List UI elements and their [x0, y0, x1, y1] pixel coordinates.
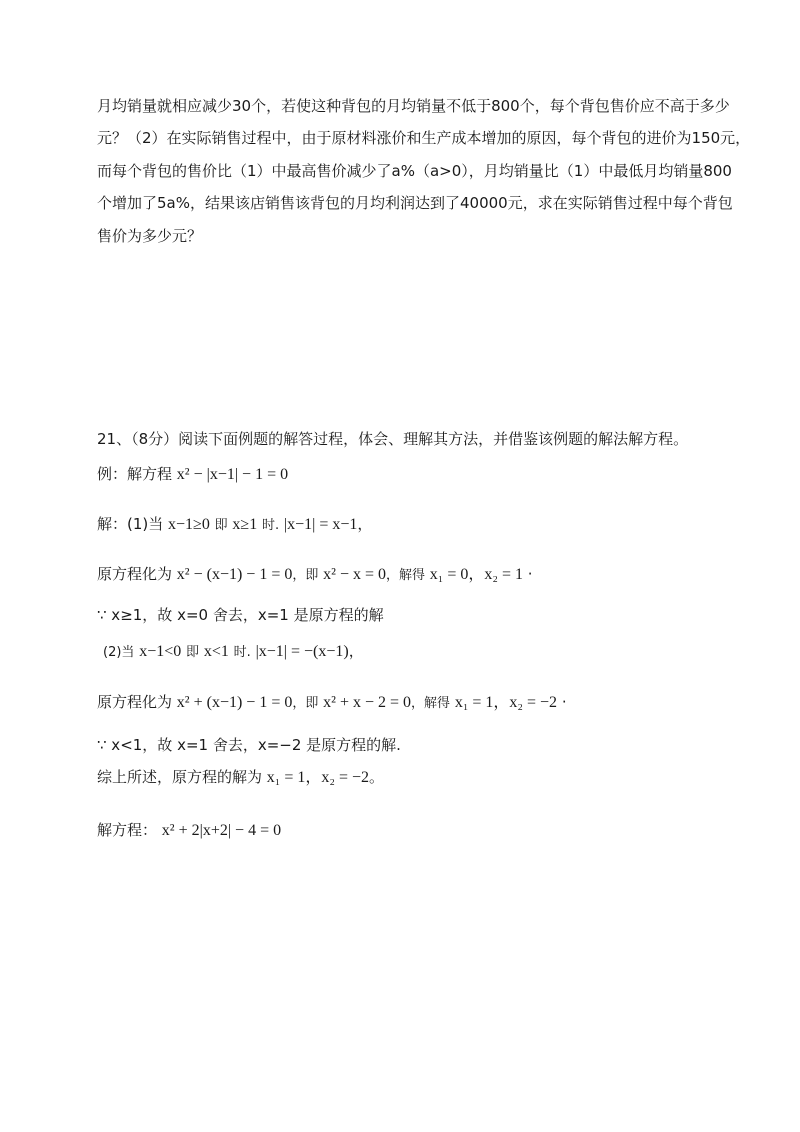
case2-shi: 时. — [233, 645, 251, 660]
case1-ji2: ，即 — [292, 568, 319, 583]
summary-line — [97, 767, 384, 788]
case1-eq1: x² − (x−1) − 1 = 0 — [176, 566, 293, 583]
problem20-line-1: 月均销量就相应减少30个，若使这种背包的月均销量不低于800个，每个背包售价应不高于多少 — [97, 97, 730, 115]
case2-condition — [103, 641, 364, 663]
example-label: 例：解方程 — [97, 465, 173, 483]
case1-cond1: x−1≥0 — [168, 516, 210, 533]
problem20-line-3: 而每个背包的售价比（1）中最高售价减少了a%（a>0），月均销量比（1）中最低月均销量800 — [97, 162, 732, 180]
case2-conclusion: ∵ x<1，故 x=1 舍去，x=−2 是原方程的解. — [97, 736, 401, 754]
summary-end: 。 — [369, 768, 385, 786]
case1-solution: x₁ = 0，x₂ = 1 — [429, 566, 523, 583]
task-equation: x² + 2|x+2| − 4 = 0 — [161, 822, 282, 839]
case2-cond2: x<1 — [203, 643, 229, 660]
case2-eq2: x² + x − 2 = 0 — [323, 694, 412, 711]
example-equation: x² − |x−1| − 1 = 0 — [176, 466, 289, 483]
case2-solution: x₁ = 1，x₂ = −2 — [454, 694, 558, 711]
case2-prefix: (2)当 — [103, 645, 135, 660]
case1-condition — [97, 514, 372, 536]
case1-cond2: x≥1 — [232, 516, 258, 533]
case1-conclusion: ∵ x≥1，故 x=0 舍去，x=1 是原方程的解 — [97, 606, 384, 624]
problem20-line-4: 个增加了5a%，结果该店销售该背包的月均利润达到了40000元，求在实际销售过程中每个背包 — [97, 194, 733, 212]
question21-header: 21、（8分）阅读下面例题的解答过程，体会、理解其方法，并借鉴该例题的解法解方程。 — [97, 430, 689, 448]
case2-abs: |x−1| = −(x−1) — [255, 643, 349, 660]
case2-jiede: ，解得 — [411, 696, 451, 711]
case2-eq1: x² + (x−1) − 1 = 0 — [176, 694, 293, 711]
case1-prefix: 解：(1)当 — [97, 515, 164, 533]
case1-equation — [97, 564, 533, 586]
case1-tail: ， — [357, 515, 373, 533]
case2-cond1: x−1<0 — [139, 643, 182, 660]
task-label: 解方程： — [97, 821, 158, 839]
case1-shi: 时. — [261, 518, 280, 533]
case2-eq-label: 原方程化为 — [97, 693, 173, 711]
summary-label: 综上所述，原方程的解为 — [97, 768, 263, 786]
example-line — [97, 464, 288, 485]
case1-abs: |x−1| = x−1 — [283, 516, 358, 533]
problem20-line-2: 元？（2）在实际销售过程中，由于原材料涨价和生产成本增加的原因，每个背包的进价为150元， — [97, 129, 751, 147]
case1-eq2: x² − x = 0 — [323, 566, 386, 583]
problem20-line-5: 售价为多少元？ — [97, 227, 203, 245]
task-line — [97, 820, 281, 841]
summary-solution: x₁ = 1，x₂ = −2 — [266, 769, 370, 786]
case1-jiede: ，解得 — [385, 568, 425, 583]
case1-ji: 即 — [214, 518, 228, 533]
case2-ji2: ，即 — [292, 696, 319, 711]
case1-dot: · — [527, 565, 533, 583]
case2-tail: ， — [348, 642, 364, 660]
case1-eq-label: 原方程化为 — [97, 565, 173, 583]
case2-equation — [97, 692, 567, 714]
case2-ji: 即 — [186, 645, 200, 660]
case2-dot: · — [561, 693, 567, 711]
